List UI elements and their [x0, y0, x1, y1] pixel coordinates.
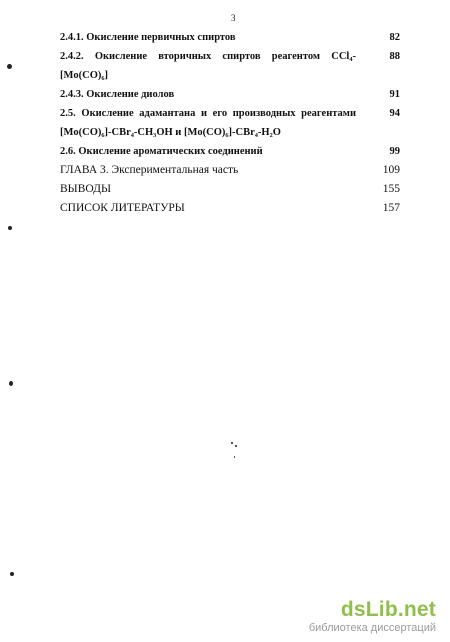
toc-entry [60, 47, 400, 85]
toc-entry-page: 109 [382, 164, 400, 176]
toc-entry-title: ГЛАВА 3. Экспериментальная часть [60, 164, 239, 176]
toc-entry-page: 94 [389, 108, 400, 119]
scan-speck [231, 442, 233, 444]
toc-entry [60, 85, 400, 104]
scan-speck [9, 381, 13, 386]
page-number: 3 [231, 13, 236, 23]
toc-entry [60, 104, 400, 142]
toc-entry-title-continued: [Mo(CO)₆] [60, 70, 109, 81]
toc-entry-title: 2.5. Окисление адамантана и его производных реагентами [60, 108, 356, 119]
toc-entry-title-continued: [Mo(CO)₆]-CBr₄-CH₃OH и [Mo(CO)₆]-CBr₄-H₂O [60, 127, 281, 138]
toc-entry-title: СПИСОК ЛИТЕРАТУРЫ [60, 202, 185, 214]
toc-entry-page: 157 [382, 202, 400, 214]
watermark [308, 598, 436, 636]
toc-entry [60, 180, 400, 199]
toc-entry [60, 142, 400, 161]
scan-speck [8, 226, 12, 230]
toc-entry-page: 88 [389, 51, 400, 62]
scan-speck [10, 572, 14, 576]
toc-entry-title: 2.4.3. Окисление диолов [60, 89, 175, 100]
toc-entry [60, 28, 400, 47]
toc-entry-title: 2.4.1. Окисление первичных спиртов [60, 32, 236, 43]
toc-entry-page: 99 [389, 146, 400, 157]
toc-entry-title: 2.4.2. Окисление вторичных спиртов реагентом CCl₄- [60, 51, 356, 62]
toc-entry [60, 161, 400, 180]
scan-speck [7, 64, 12, 69]
toc-entry-page: 155 [382, 183, 400, 195]
toc-entry [60, 199, 400, 218]
toc-entry-page: 91 [389, 89, 400, 100]
watermark-caption: библиотека диссертаций [308, 622, 436, 634]
toc-entry-title: ВЫВОДЫ [60, 183, 111, 195]
watermark-logo: dsLib.net [340, 598, 436, 621]
toc-entry-page: 82 [389, 32, 400, 43]
toc-entry-title: 2.6. Окисление ароматических соединений [60, 146, 263, 157]
scan-speck [234, 456, 235, 458]
scan-speck [235, 445, 237, 447]
